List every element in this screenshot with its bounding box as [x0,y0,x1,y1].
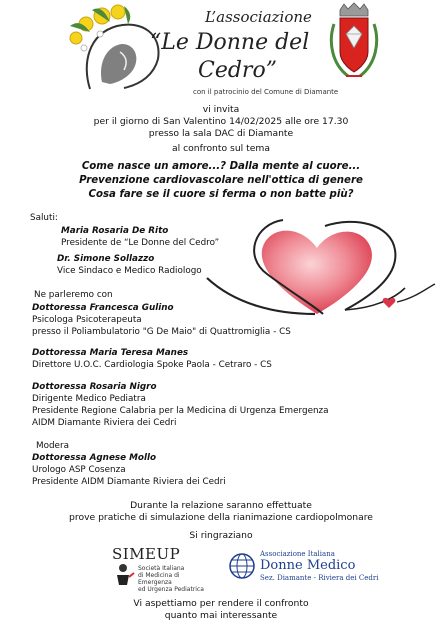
simeup-logo-sub2: di Medicina di Emergenza [138,572,180,586]
aidm-logo-line3: Sez. Diamante - Riviera dei Cedri [260,574,379,582]
speaker-2-name: Dottoressa Maria Teresa Manes [32,348,189,358]
association-name-line2: Cedro” [198,58,277,83]
moderator-role-2: Presidente AIDM Diamante Riviera dei Cedri [32,477,226,487]
speaker-1-name: Dottoressa Francesca Gulino [32,303,174,313]
speaker-3-name: Dottoressa Rosaria Nigro [32,382,157,392]
globe-icon [228,552,256,580]
heart-illustration [205,218,437,323]
association-label: L’associazione [205,8,312,26]
greeting-person-1-name: Maria Rosaria De Rito [61,226,169,236]
patronage-text: con il patrocinio del Comune di Diamante [193,88,339,96]
thanks-line: Si ringraziano [189,530,253,541]
speaker-3-role-2: Presidente Regione Calabria per la Medicina di Urgenza Emergenza [32,406,329,416]
invite-line-1: vi invita [202,104,240,115]
simeup-logo [112,545,212,593]
greeting-person-2-name: Dr. Simone Sollazzo [57,254,155,264]
simeup-logo-sub1: Società Italiana [138,565,185,572]
closing-line-1: Durante la relazione saranno effettuate [130,500,312,511]
municipality-crest-image [328,2,380,86]
aidm-logo [228,550,379,586]
theme-line-2: Prevenzione cardiovascolare nell'ottica di genere [79,175,363,186]
greeting-person-1-role: Presidente de “Le Donne del Cedro” [61,238,220,248]
speaker-1-role-2: presso il Poliambulatorio "G De Maio" di Quattromiglia - CS [32,327,291,337]
moderator-name: Dottoressa Agnese Mollo [32,453,157,463]
theme-line-3: Cosa fare se il cuore si ferma o non batte più? [88,189,354,200]
speaker-3-role-1: Dirigente Medico Pediatra [32,394,146,404]
simeup-logo-title: SIMEUP [112,545,181,563]
greeting-person-2-role: Vice Sindaco e Medico Radiologo [57,266,202,276]
moderator-label: Modera [36,441,69,451]
invite-line-4: al confronto sul tema [172,143,270,154]
invite-line-3: presso la sala DAC di Diamante [148,128,294,139]
moderator-role-1: Urologo ASP Cosenza [32,465,126,475]
aidm-logo-line2: Donne Medico [260,558,356,573]
invite-line-2: per il giorno di San Valentino 14/02/2025 alle ore 17.30 [93,116,349,127]
final-line-2: quanto mai interessante [164,610,278,621]
closing-line-2: prove pratiche di simulazione della rianimazione cardiopolmonare [69,512,373,523]
speaker-3-role-3: AIDM Diamante Riviera dei Cedri [32,418,177,428]
association-name-line1: “Le Donne del [150,30,310,55]
speaker-2-role-1: Direttore U.O.C. Cardiologia Spoke Paola - Cetraro - CS [32,360,272,370]
greetings-label: Saluti: [30,213,58,223]
theme-line-1: Come nasce un amore...? Dalla mente al cuore... [81,161,361,172]
simeup-logo-sub3: ed Urgenza Pediatrica [138,586,204,593]
aidm-logo-line1: Associazione Italiana [260,550,335,558]
child-icon [114,563,136,587]
speakers-label: Ne parleremo con [34,290,113,300]
final-line-1: Vi aspettiamo per rendere il confronto [133,598,309,609]
speaker-1-role-1: Psicologa Psicoterapeuta [32,315,142,325]
